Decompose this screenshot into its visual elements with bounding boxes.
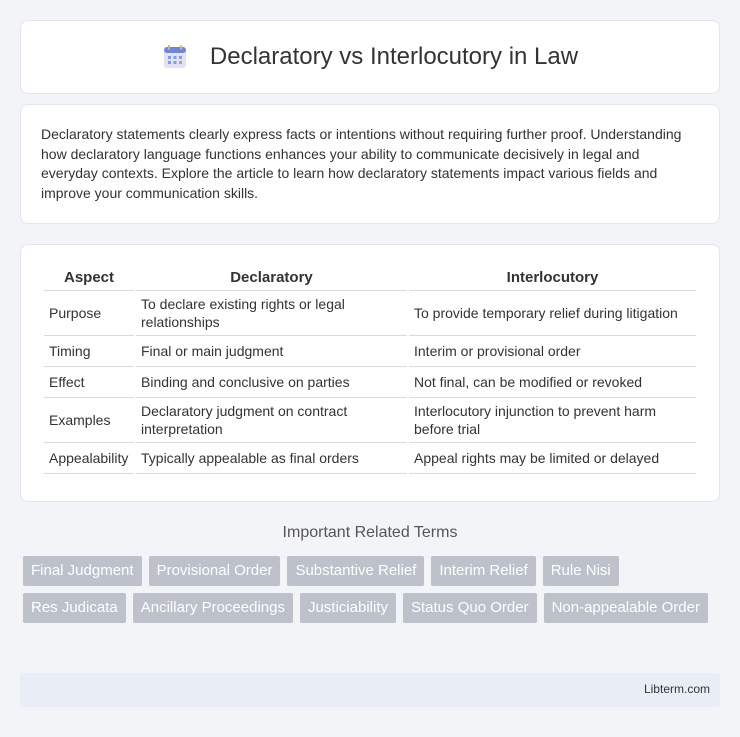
tag-justiciability[interactable]: Justiciability bbox=[300, 593, 396, 623]
cell-aspect: Appealability bbox=[44, 443, 134, 474]
cell-interlocutory: Not final, can be modified or revoked bbox=[409, 367, 696, 398]
cell-declaratory: Declaratory judgment on contract interpretation bbox=[136, 398, 407, 443]
table-row bbox=[44, 398, 696, 443]
tag-non-appealable-order[interactable]: Non-appealable Order bbox=[544, 593, 708, 623]
cell-declaratory: Final or main judgment bbox=[136, 336, 407, 367]
table-row bbox=[44, 367, 696, 398]
tag-res-judicata[interactable]: Res Judicata bbox=[23, 593, 126, 623]
intro-text: Declaratory statements clearly express facts or intentions without requiring further proof. Understanding how declaratory language functions enhances your ability to communicate decisively in legal and everyday contexts. Explore the article to learn how declaratory statements impact various fields and improve your communication skills. bbox=[41, 126, 682, 201]
cell-interlocutory: Interim or provisional order bbox=[409, 336, 696, 367]
cell-interlocutory: Appeal rights may be limited or delayed bbox=[409, 443, 696, 474]
cell-aspect: Purpose bbox=[44, 291, 134, 336]
cell-interlocutory: Interlocutory injunction to prevent harm before trial bbox=[409, 398, 696, 443]
cell-aspect: Effect bbox=[44, 367, 134, 398]
tag-substantive-relief[interactable]: Substantive Relief bbox=[287, 556, 424, 586]
footer-brand-link[interactable]: Libterm.com bbox=[643, 682, 710, 696]
cell-interlocutory: To provide temporary relief during litigation bbox=[409, 291, 696, 336]
cell-aspect: Examples bbox=[44, 398, 134, 443]
comparison-table bbox=[42, 265, 698, 474]
header-card bbox=[20, 20, 720, 94]
table-header-row bbox=[44, 265, 696, 291]
tag-ancillary-proceedings[interactable]: Ancillary Proceedings bbox=[133, 593, 293, 623]
table-row bbox=[44, 336, 696, 367]
tag-interim-relief[interactable]: Interim Relief bbox=[431, 556, 535, 586]
tag-final-judgment[interactable]: Final Judgment bbox=[23, 556, 142, 586]
cell-declaratory: To declare existing rights or legal relationships bbox=[136, 291, 407, 336]
table-row bbox=[44, 443, 696, 474]
page-title: Declaratory vs Interlocutory in Law bbox=[209, 43, 579, 70]
cell-declaratory: Typically appealable as final orders bbox=[136, 443, 407, 474]
cell-aspect: Timing bbox=[44, 336, 134, 367]
footer bbox=[20, 673, 720, 707]
table-row bbox=[44, 291, 696, 336]
cell-declaratory: Binding and conclusive on parties bbox=[136, 367, 407, 398]
calendar-icon bbox=[162, 44, 188, 70]
comparison-card bbox=[20, 244, 720, 502]
intro-card bbox=[20, 104, 720, 224]
header-interlocutory: Interlocutory bbox=[409, 265, 696, 291]
tag-rule-nisi[interactable]: Rule Nisi bbox=[543, 556, 619, 586]
header-aspect: Aspect bbox=[44, 265, 134, 291]
tag-provisional-order[interactable]: Provisional Order bbox=[149, 556, 281, 586]
related-terms-list bbox=[23, 556, 723, 623]
header-declaratory: Declaratory bbox=[136, 265, 407, 291]
tag-status-quo-order[interactable]: Status Quo Order bbox=[403, 593, 537, 623]
related-terms-title: Important Related Terms bbox=[282, 524, 458, 541]
